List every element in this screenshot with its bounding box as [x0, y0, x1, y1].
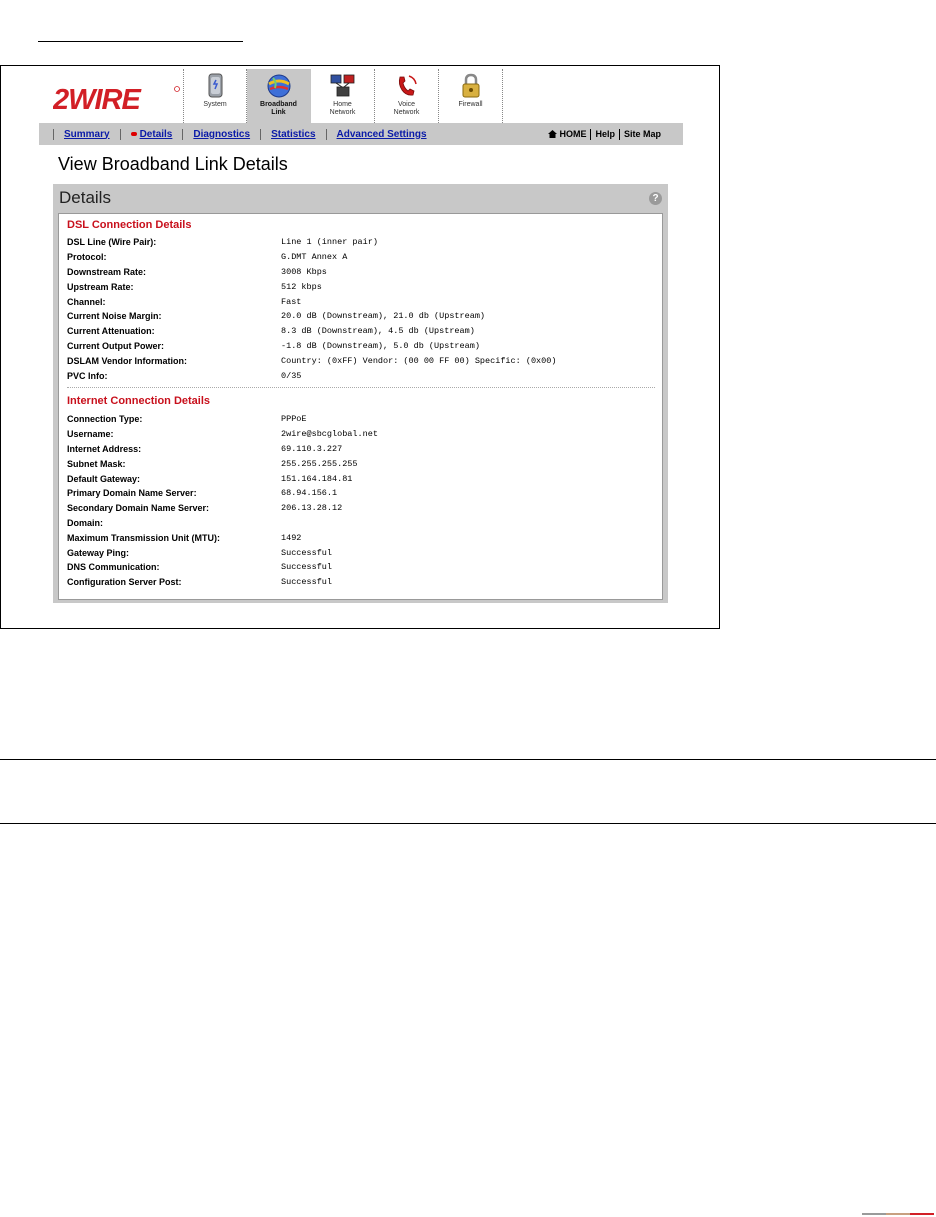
detail-row: [67, 530, 657, 545]
detail-row: [67, 353, 657, 368]
detail-value: PPPoE: [281, 414, 307, 425]
detail-value: 2wire@sbcglobal.net: [281, 429, 378, 440]
broadband-globe-icon: [265, 72, 293, 100]
detail-row: [67, 501, 657, 516]
detail-value: 255.255.255.255: [281, 458, 358, 469]
detail-row: [67, 560, 657, 575]
detail-row: [67, 486, 657, 501]
detail-label: Configuration Server Post:: [67, 577, 182, 588]
detail-value: 0/35: [281, 370, 302, 381]
subnav-diagnostics-link[interactable]: Diagnostics: [182, 129, 260, 140]
tab-label: Voice Network: [393, 101, 420, 116]
detail-label: Gateway Ping:: [67, 547, 130, 558]
detail-row: [67, 324, 657, 339]
detail-value: 8.3 dB (Downstream), 4.5 db (Upstream): [281, 326, 475, 337]
tab-label: Broadband Link: [260, 101, 297, 116]
detail-label: Username:: [67, 429, 114, 440]
detail-label: PVC Info:: [67, 370, 108, 381]
detail-label: DNS Communication:: [67, 562, 160, 573]
detail-row: [67, 516, 657, 531]
tab-label: Firewall: [458, 101, 483, 108]
help-icon[interactable]: ?: [649, 192, 662, 205]
detail-row: [67, 279, 657, 294]
detail-value: Line 1 (inner pair): [281, 237, 378, 248]
detail-value: Successful: [281, 577, 333, 588]
sub-navigation: [39, 123, 683, 145]
padlock-icon: [457, 72, 485, 100]
detail-label: Maximum Transmission Unit (MTU):: [67, 532, 221, 543]
detail-row: [67, 235, 657, 250]
tab-system[interactable]: [183, 69, 247, 123]
detail-value: 512 kbps: [281, 281, 322, 292]
home-icon: [548, 130, 557, 138]
internet-section-title: Internet Connection Details: [67, 395, 211, 407]
detail-label: Channel:: [67, 296, 106, 307]
detail-value: Successful: [281, 562, 333, 573]
tab-broadband-link[interactable]: [247, 69, 311, 123]
detail-value: 3008 Kbps: [281, 266, 327, 277]
detail-value: Successful: [281, 547, 333, 558]
detail-label: Domain:: [67, 517, 103, 528]
subnav-advanced-settings-link[interactable]: Advanced Settings: [326, 129, 437, 140]
detail-label: Current Output Power:: [67, 340, 164, 351]
detail-label: Connection Type:: [67, 414, 143, 425]
detail-row: [67, 471, 657, 486]
detail-value: -1.8 dB (Downstream), 5.0 db (Upstream): [281, 340, 480, 351]
tab-label: Home Network: [329, 101, 356, 116]
router-ui-screenshot: [0, 65, 720, 629]
detail-label: Internet Address:: [67, 443, 142, 454]
detail-row: [67, 575, 657, 590]
detail-value: 68.94.156.1: [281, 488, 338, 499]
site-map-link[interactable]: Site Map: [619, 129, 665, 140]
home-network-icon: [329, 72, 357, 100]
detail-label: Subnet Mask:: [67, 458, 126, 469]
detail-label: Secondary Domain Name Server:: [67, 503, 210, 514]
detail-value: Country: (0xFF) Vendor: (00 00 FF 00) Specific: (0x00): [281, 355, 557, 366]
detail-value: 151.164.184.81: [281, 473, 353, 484]
detail-row: [67, 294, 657, 309]
help-link[interactable]: Help: [590, 129, 619, 140]
detail-row: [67, 442, 657, 457]
tab-firewall[interactable]: [439, 69, 503, 123]
subnav-statistics-link[interactable]: Statistics: [260, 129, 325, 140]
details-panel: [53, 184, 668, 603]
detail-label: DSLAM Vendor Information:: [67, 355, 187, 366]
detail-row: [67, 545, 657, 560]
section-divider: [67, 387, 655, 388]
page-title: View Broadband Link Details: [58, 154, 288, 174]
main-tabs: [183, 69, 503, 123]
horizontal-rule: [0, 759, 936, 760]
detail-row: [67, 456, 657, 471]
detail-value: 69.110.3.227: [281, 443, 343, 454]
tab-label: System: [203, 101, 227, 108]
detail-row: [67, 309, 657, 324]
detail-value: 1492: [281, 532, 302, 543]
tab-home-network[interactable]: [311, 69, 375, 123]
dsl-details-list: [67, 235, 657, 383]
detail-label: Upstream Rate:: [67, 281, 134, 292]
detail-row: [67, 412, 657, 427]
detail-label: Current Noise Margin:: [67, 311, 162, 322]
home-link[interactable]: HOME: [544, 129, 590, 140]
panel-title: Details: [59, 188, 111, 207]
detail-value: 206.13.28.12: [281, 503, 343, 514]
detail-row: [67, 368, 657, 383]
internet-details-list: [67, 412, 657, 590]
detail-label: DSL Line (Wire Pair):: [67, 237, 157, 248]
panel-body: [58, 213, 663, 600]
detail-label: Downstream Rate:: [67, 266, 147, 277]
detail-row: [67, 250, 657, 265]
detail-row: [67, 265, 657, 280]
2wire-logo: [53, 83, 181, 113]
detail-value: Fast: [281, 296, 302, 307]
top-underline: [38, 41, 243, 42]
detail-value: G.DMT Annex A: [281, 252, 348, 263]
subnav-summary-link[interactable]: Summary: [53, 129, 120, 140]
svg-text:2WIRE: 2WIRE: [53, 84, 140, 113]
detail-label: Primary Domain Name Server:: [67, 488, 197, 499]
footer-color-bar: [862, 1213, 934, 1215]
system-icon: [201, 72, 229, 100]
detail-value: 20.0 dB (Downstream), 21.0 db (Upstream): [281, 311, 486, 322]
subnav-details-link[interactable]: Details: [120, 129, 183, 140]
voice-phone-icon: [393, 72, 421, 100]
detail-label: Protocol:: [67, 252, 107, 263]
detail-label: Default Gateway:: [67, 473, 141, 484]
dsl-section-title: DSL Connection Details: [67, 219, 192, 231]
detail-row: [67, 427, 657, 442]
detail-label: Current Attenuation:: [67, 326, 155, 337]
horizontal-rule: [0, 823, 936, 824]
tab-voice-network[interactable]: [375, 69, 439, 123]
detail-row: [67, 339, 657, 354]
